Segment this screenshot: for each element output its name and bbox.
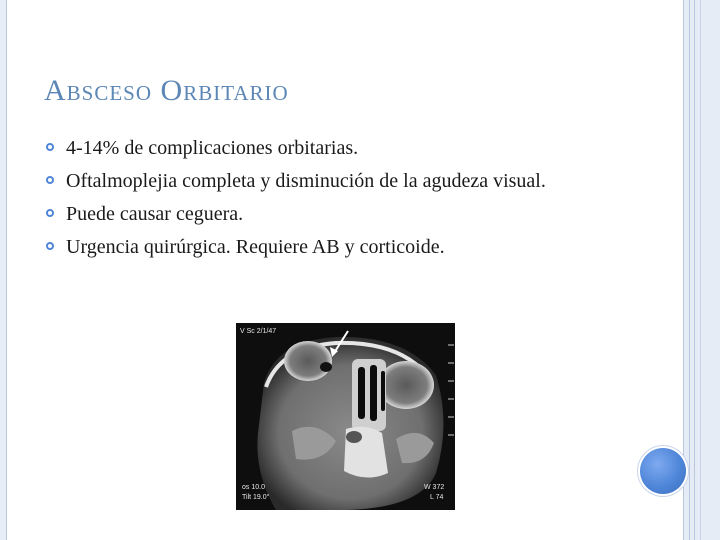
bullet-item <box>44 233 644 261</box>
bullet-text: Oftalmoplejia completa y disminución de la agudeza visual. <box>66 170 546 192</box>
ct-scan-drawing <box>236 323 455 510</box>
bullet-item <box>44 167 644 195</box>
right-border-decoration <box>683 0 720 540</box>
ct-label-bottom-left-1: os 10.0 <box>242 484 265 491</box>
left-border-decoration <box>0 0 10 540</box>
slide-title: Absceso Orbitario <box>44 74 289 107</box>
bullet-text: 4-14% de complicaciones orbitarias. <box>66 137 359 159</box>
accent-circle <box>640 448 686 494</box>
bullet-text: Puede causar ceguera. <box>66 203 244 225</box>
ct-label-top-left: V Sc 2/1/47 <box>240 328 277 335</box>
ct-label-bottom-right-2: L 74 <box>430 494 444 501</box>
ct-label-bottom-right-1: W 372 <box>424 484 445 491</box>
bullet-ring-icon <box>46 176 54 184</box>
bullet-text: Urgencia quirúrgica. Requiere AB y corticoide. <box>66 236 445 258</box>
ct-label-bottom-left-2: Tilt 19.0° <box>242 494 270 501</box>
bullet-list <box>44 134 644 266</box>
bullet-ring-icon <box>46 143 54 151</box>
bullet-item <box>44 200 644 228</box>
bullet-item <box>44 134 644 162</box>
bullet-ring-icon <box>46 209 54 217</box>
ct-scan-image <box>236 323 455 510</box>
bullet-ring-icon <box>46 242 54 250</box>
